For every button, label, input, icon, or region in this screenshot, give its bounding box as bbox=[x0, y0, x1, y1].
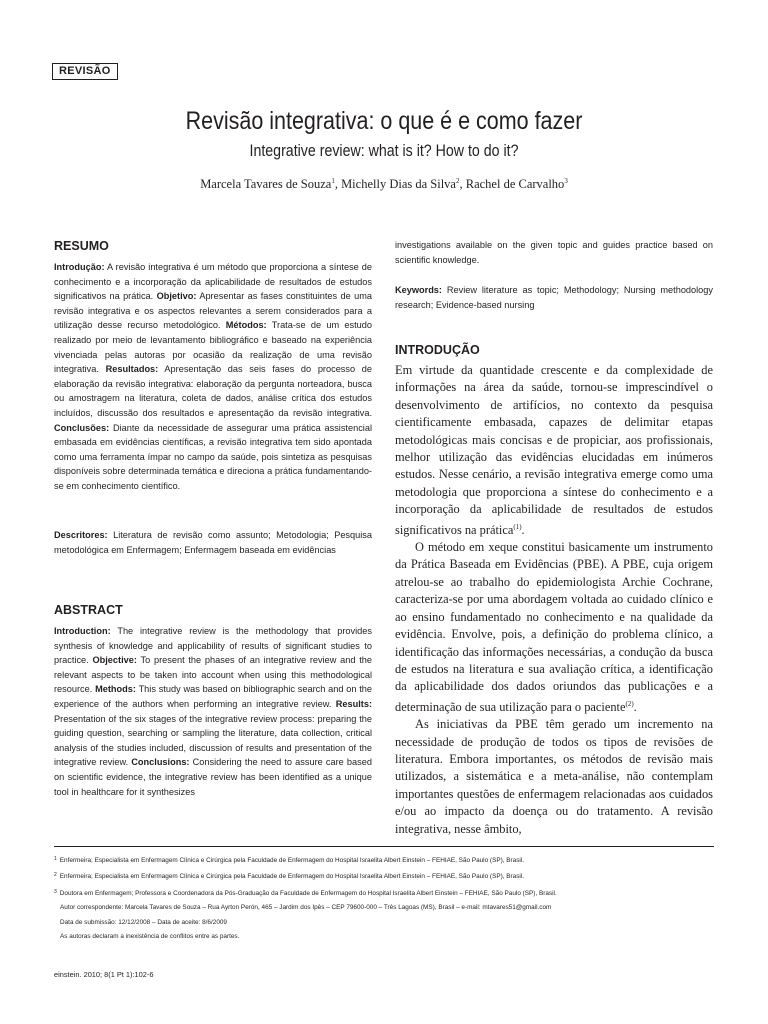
introducao-body bbox=[395, 362, 713, 838]
footnotes bbox=[54, 852, 714, 944]
abstract-results-label: Results: bbox=[335, 698, 372, 709]
article-subtitle: Integrative review: what is it? How to do it? bbox=[249, 142, 519, 160]
abstract-intro-label: Introduction: bbox=[54, 626, 111, 636]
resumo-resultados-label: Resultados: bbox=[105, 364, 159, 375]
introducao-p2-text: O método em xeque constitui basicamente um instrumento da Prática Baseada em Evidências (PBE). A PBE, cuja origem atrelou-se ao trabalho do epidemiologista Archie Cochrane, caracteriza-se por uma abordagem voltada ao cuidado clínico e ao ensino fundamentado no conhecimento e na qualidade da evidência. Envolve, pois, a definição do problema clínico, a identificação das informações necessárias, a condução da busca de estudos na literatura e sua avaliação crítica, a identificação da aplicabilidade dos dados oriundos das publicações e a determinação de sua utilização para o paciente bbox=[395, 540, 713, 714]
abstract-objective-label: Objective: bbox=[92, 655, 137, 666]
abstract-continuation: investigations available on the given topic and guides practice based on scientific knowledge. bbox=[395, 240, 713, 265]
footnote-divider bbox=[54, 846, 714, 847]
introducao-paragraph-2 bbox=[395, 539, 713, 716]
descritores-text: Literatura de revisão como assunto; Metodologia; Pesquisa metodológica em Enfermagem; Enfermagem baseada em evidências bbox=[54, 530, 372, 555]
footnote-1 bbox=[54, 852, 714, 868]
resumo-conclusoes-text: Diante da necessidade de assegurar uma prática assistencial embasada em evidências científicas, a revisão integrativa tem sido apontada como uma ferramenta ímpar no campo da saúde, pois sintetiza as pesquisas disponíveis sobre determinada temática e direciona a prática fundamentando-se em conhecimento científico. bbox=[54, 422, 372, 491]
resumo-body bbox=[54, 260, 372, 494]
resumo-intro-text: A revisão integrativa é um método que proporciona a síntese de conhecimento e a incorporação da aplicabilidade de resultados de estudos significativos na prática. bbox=[54, 262, 372, 302]
resumo-heading: RESUMO bbox=[54, 239, 109, 253]
author-separator: , bbox=[459, 177, 466, 191]
abstract-heading: ABSTRACT bbox=[54, 603, 123, 617]
abstract-intro-text: The integrative review is the methodology that provides synthesis of knowledge and applicability of results of significant studies to practice. bbox=[54, 626, 372, 666]
author-name: Michelly Dias da Silva bbox=[341, 177, 456, 191]
abstract-objective-text: To present the phases of an integrative review and the relevant aspects to be taken into account when using this methodological resource. bbox=[54, 655, 372, 695]
abstract-conclusions-label: Conclusions: bbox=[131, 757, 190, 768]
keywords-block bbox=[395, 283, 713, 312]
resumo-objetivo-label: Objetivo: bbox=[156, 291, 197, 302]
footnote-3 bbox=[54, 885, 714, 901]
footnote-text: Enfermeira; Especialista em Enfermagem Clínica e Cirúrgica pela Faculdade de Enfermagem do Hospital Israelita Albert Einstein – FEHIAE, São Paulo (SP), Brasil. bbox=[59, 873, 525, 881]
conflict-statement: As autoras declaram a inexistência de conflitos entre as partes. bbox=[60, 933, 240, 941]
author-affiliation-mark: 3 bbox=[564, 177, 568, 185]
abstract-methods-text: This study was based on bibliographic search and on the experience of the authors when performing an integrative review. bbox=[54, 684, 372, 709]
author-affiliation-mark: 1 bbox=[331, 177, 335, 185]
footnote-2 bbox=[54, 868, 714, 884]
corresponding-author: Autor correspondente: Marcela Tavares de Souza – Rua Ayrton Perón, 465 – Jardim dos Ipês – CEP 79600-000 – Três Lagoas (MS), Brasil – e-mail: mtavares51@gmail.com bbox=[60, 904, 552, 912]
descritores-label: Descritores: bbox=[54, 530, 108, 540]
introducao-paragraph-3: As iniciativas da PBE têm gerado um incremento na necessidade de produção de todos os tipos de revisões de literatura. Embora importantes, os métodos de revisão mais utilizados, a sistemática e a meta-análise, não contemplam importantes questões de enfermagem relacionadas aos cuidados e/ou ao impacto da doença ou do tratamento. A revisão integrativa, nesse âmbito, bbox=[395, 717, 713, 836]
descritores-block bbox=[54, 528, 372, 557]
abstract-conclusions-text: Considering the need to assure care based on scientific evidence, the integrative review has been identified as a unique tool in healthcare for it synthesizes bbox=[54, 757, 372, 797]
introducao-p1-end: . bbox=[521, 522, 525, 537]
resumo-intro-label: Introdução: bbox=[54, 262, 105, 272]
footnote-text: Enfermeira; Especialista em Enfermagem Clínica e Cirúrgica pela Faculdade de Enfermagem do Hospital Israelita Albert Einstein – FEHIAE, São Paulo (SP), Brasil. bbox=[59, 857, 525, 864]
keywords-text: Review literature as topic; Methodology; Nursing methodology research; Evidence-based nursing bbox=[395, 285, 713, 310]
author-name: Marcela Tavares de Souza bbox=[200, 177, 332, 191]
citation-ref: (1) bbox=[513, 522, 522, 531]
resumo-resultados-text: Apresentação das seis fases do processo de elaboração da revisão integrativa: elaboração da pergunta norteadora, busca ou amostragem na literatura, coleta de dados, análise crítica dos estudos incluídos, discussão dos resultados e apresentação da revisão integrativa. bbox=[54, 364, 372, 418]
footnote-mark: 1 bbox=[54, 856, 57, 862]
footnote-text: Doutora em Enfermagem; Professora e Coordenadora da Pós-Graduação da Faculdade de Enfermagem do Hospital Israelita Albert Einstein – FEHIAE, São Paulo (SP), Brasil. bbox=[59, 889, 557, 897]
introducao-heading: INTRODUÇÃO bbox=[395, 343, 480, 357]
abstract-body bbox=[54, 624, 372, 799]
section-tag: REVISÃO bbox=[52, 63, 118, 80]
citation-ref: (2) bbox=[625, 699, 634, 708]
keywords-label: Keywords: bbox=[395, 285, 442, 295]
footnote-mark: 2 bbox=[54, 872, 57, 879]
submission-dates: Data de submissão: 12/12/2008 – Data de aceite: 8/6/2009 bbox=[60, 918, 227, 926]
resumo-conclusoes-label: Conclusões: bbox=[54, 422, 110, 433]
introducao-p1-text: Em virtude da quantidade crescente e da complexidade de informações na área da saúde, tornou-se imprescindível o desenvolvimento de artifícios, no contexto da pesquisa cientificamente embasada, capazes de delimitar etapas metodológicas mais concisas e de propiciar, aos profissionais, melhor utilização das evidências elucidadas em inúmeros estudos. Nesse cenário, a revisão integrativa emerge como uma metodologia que proporciona a síntese do conhecimento e a incorporação da aplicabilidade de resultados de estudos significativos na prática bbox=[395, 363, 713, 537]
author-separator: , bbox=[334, 177, 342, 191]
footnote-mark: 3 bbox=[54, 888, 57, 895]
abstract-methods-label: Methods: bbox=[95, 684, 136, 695]
abstract-results-text: Presentation of the six stages of the integrative review process: preparing the guiding question, searching or sampling the literature, data collection, critical analysis of the studies included, discussion of results and presentation of the integrative review. bbox=[54, 713, 372, 768]
author-list bbox=[0, 173, 768, 192]
author-affiliation-mark: 2 bbox=[455, 177, 460, 185]
resumo-metodos-text: Trata-se de um estudo realizado por meio de levantamento bibliográfico e baseado na experiência vivenciada pelas autoras por ocasião da realização de uma revisão integrativa. bbox=[54, 320, 372, 375]
resumo-objetivo-text: Apresentar as fases constituintes de uma revisão integrativa e os aspectos relevantes a serem considerados para a utilização desse recurso metodológico. bbox=[54, 291, 372, 331]
journal-reference: einstein. 2010; 8(1 Pt 1):102-6 bbox=[54, 970, 154, 979]
resumo-metodos-label: Métodos: bbox=[225, 320, 267, 331]
introducao-p2-end: . bbox=[633, 699, 637, 714]
author-name: Rachel de Carvalho bbox=[465, 177, 565, 191]
introducao-paragraph-1 bbox=[395, 362, 713, 539]
article-title: Revisão integrativa: o que é e como fazer bbox=[185, 107, 583, 135]
